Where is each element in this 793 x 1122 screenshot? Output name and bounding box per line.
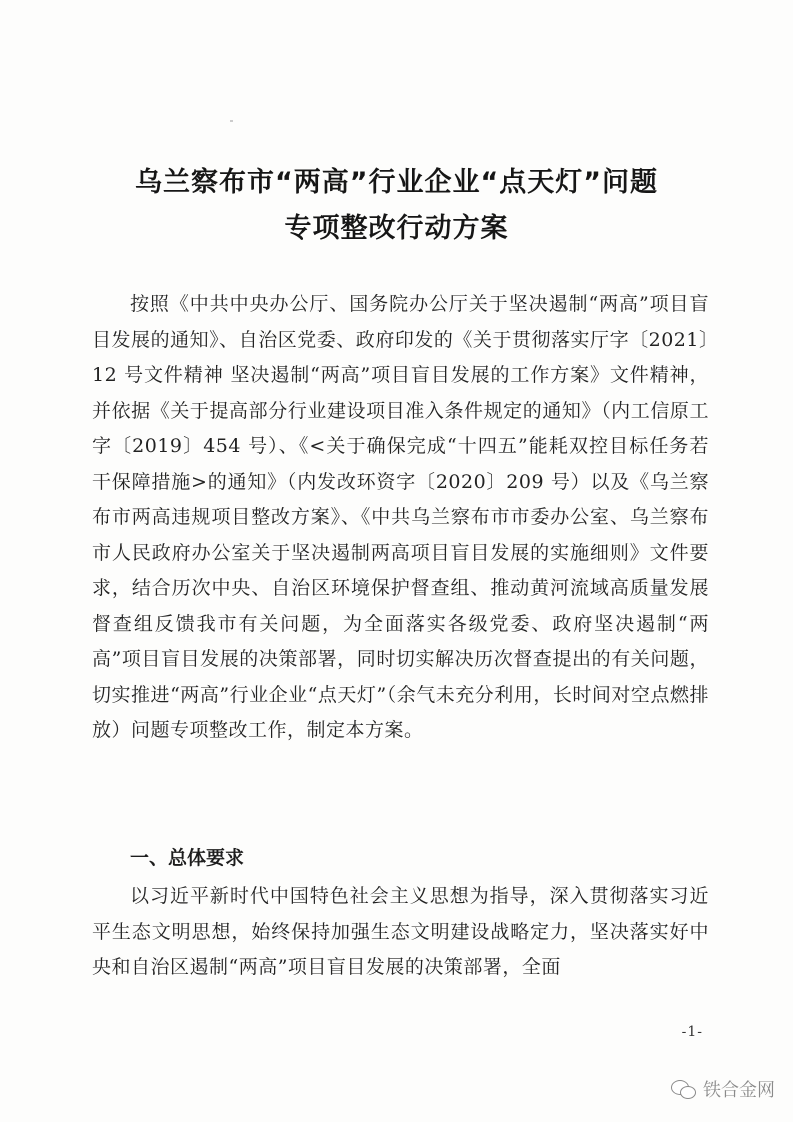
wechat-icon [671,1078,697,1100]
intro-paragraph: 按照《中共中央办公厅、国务院办公厅关于坚决遏制“两高”项目盲目发展的通知》、自治区党委、政府印发的《关于贯彻落实厅字〔2021〕12 号文件精神 坚决遏制“两高”项目盲目发展的工作方案》文件精神，并依据《关于提高部分行业建设项目准入条件规定的通知》（内工信原工字〔2019〕454 号）、《<关于确保完成“十四五”能耗双控目标任务若干保障措施>的通知》（内发改环资字〔2020〕209 号）以及《乌兰察布市两高违规项目整改方案》、《中共乌兰察布市市委办公室、乌兰察布市人民政府办公室关于坚决遏制两高项目盲目发展的实施细则》文件要求，结合历次中央、自治区环境保护督查组、推动黄河流域高质量发展督查组反馈我市有关问题，为全面落实各级党委、政府坚决遏制“两高”项目盲目发展的决策部署，同时切实解决历次督查提出的有关问题，切实推进“两高”行业企业“点天灯”（余气未充分利用，长时间对空点燃排放）问题专项整改工作，制定本方案。 [92,293,709,741]
document-title-line-1: 乌兰察布市“两高”行业企业“点天灯”问题 [135,167,658,198]
general-requirements-section [92,879,709,986]
watermark [671,1076,775,1102]
section-heading-general-requirements: 一、总体要求 [130,847,245,869]
document-title-line-2: 专项整改行动方案 [284,213,509,244]
intro-section [92,287,709,749]
watermark-text: 铁合金网 [703,1080,775,1101]
general-requirements-paragraph: 以习近平新时代中国特色社会主义思想为指导，深入贯彻落实习近平生态文明思想，始终保持加强生态文明建设战略定力，坚决落实好中央和自治区遏制“两高”项目盲目发展的决策部署，全面 [92,885,709,978]
scan-speck [230,120,233,122]
page-number: -1- [681,1024,703,1040]
